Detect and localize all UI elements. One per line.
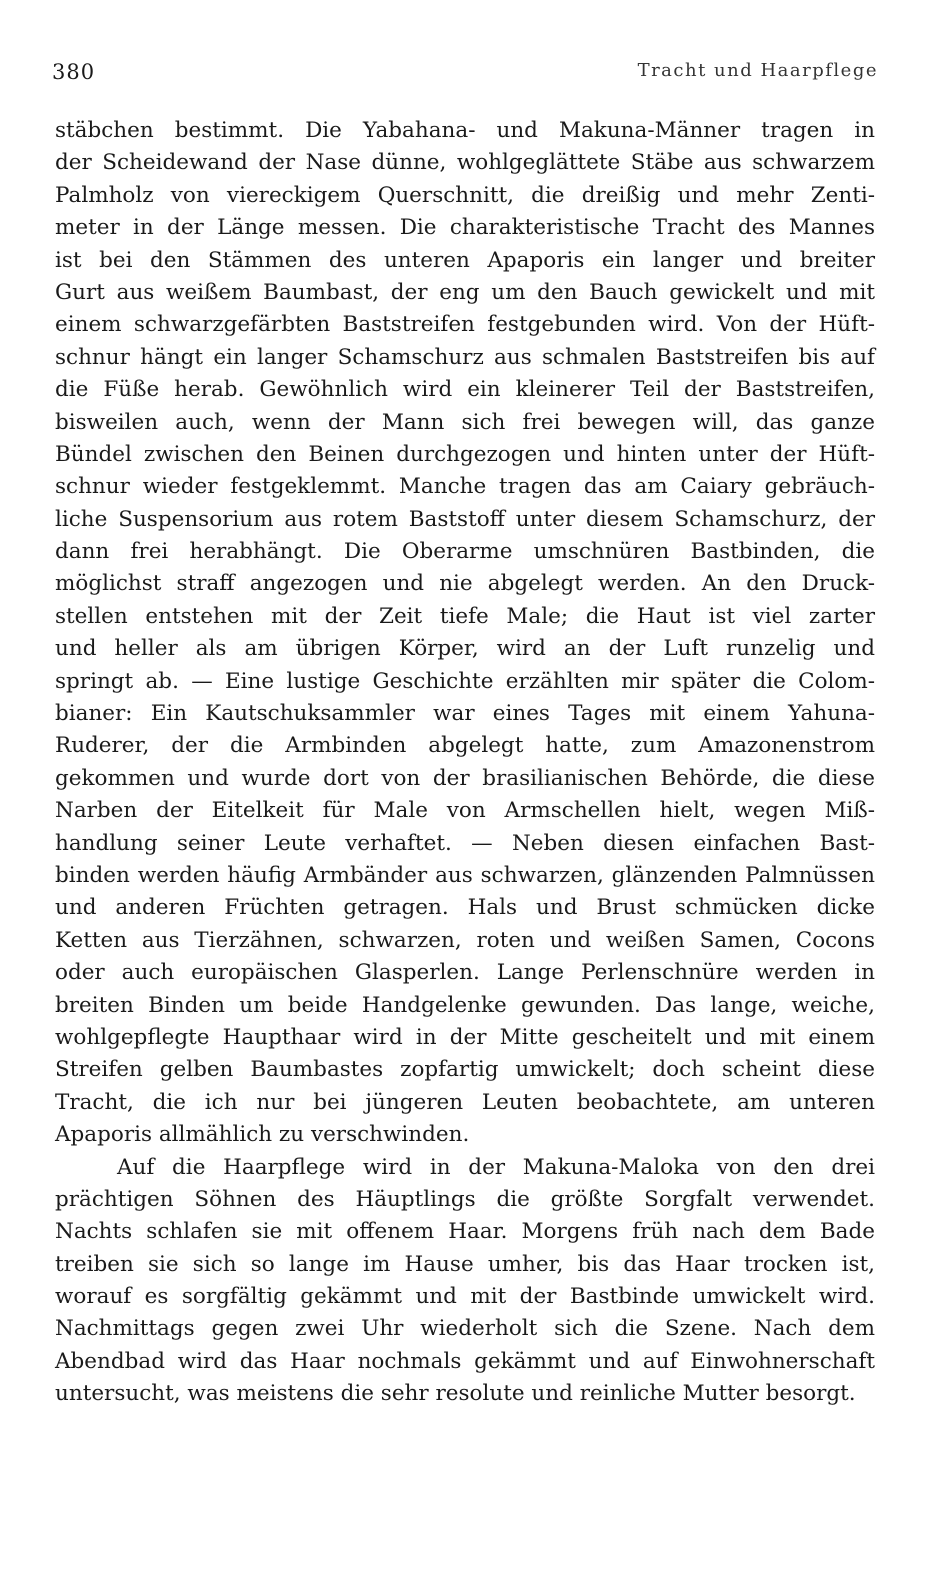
- text-line: worauf es sorgfältig gekämmt und mit der Bastbinde umwickelt wird.: [55, 1284, 875, 1310]
- text-line: und heller als am übrigen Körper, wird an der Luft runzelig und: [55, 636, 875, 662]
- text-line: Apaporis allmählich zu verschwinden.: [55, 1122, 470, 1148]
- page-number: 380: [52, 60, 96, 84]
- text-line: die Füße herab. Gewöhnlich wird ein kleinerer Teil der Baststreifen,: [55, 377, 875, 403]
- text-line: stellen entstehen mit der Zeit tiefe Male; die Haut ist viel zarter: [55, 603, 875, 629]
- text-line: ist bei den Stämmen des unteren Apaporis ein langer und breiter: [55, 247, 875, 273]
- text-line: schnur hängt ein langer Schamschurz aus schmalen Baststreifen bis auf: [55, 344, 875, 370]
- text-line: liche Suspensorium aus rotem Baststoff unter diesem Schamschurz, der: [55, 506, 875, 532]
- text-line: binden werden häufig Armbänder aus schwarzen, glänzenden Palmnüssen: [55, 862, 875, 888]
- text-line: und anderen Früchten getragen. Hals und Brust schmücken dicke: [55, 895, 875, 921]
- paragraph: [55, 1152, 875, 1411]
- text-line: Abendbad wird das Haar nochmals gekämmt und auf Einwohnerschaft: [55, 1348, 875, 1374]
- text-line: Palmholz von viereckigem Querschnitt, die dreißig und mehr Zenti-: [55, 182, 875, 208]
- text-line: Streifen gelben Baumbastes zopfartig umwickelt; doch scheint diese: [55, 1057, 875, 1083]
- text-line: Gurt aus weißem Baumbast, der eng um den Bauch gewickelt und mit: [55, 279, 875, 305]
- page-header: [52, 60, 878, 90]
- text-line: stäbchen bestimmt. Die Yabahana- und Makuna-Männer tragen in: [55, 118, 875, 143]
- text-line: möglichst straff angezogen und nie abgelegt werden. An den Druck-: [55, 571, 875, 597]
- paragraph: [55, 115, 875, 1152]
- text-line: breiten Binden um beide Handgelenke gewunden. Das lange, weiche,: [55, 992, 875, 1018]
- text-line: Ketten aus Tierzähnen, schwarzen, roten und weißen Samen, Cocons: [55, 927, 875, 953]
- text-line: dann frei herabhängt. Die Oberarme umschnüren Bastbinden, die: [55, 539, 875, 565]
- text-line: einem schwarzgefärbten Baststreifen festgebunden wird. Von der Hüft-: [55, 312, 875, 338]
- text-line: oder auch europäischen Glasperlen. Lange Perlenschnüre werden in: [55, 960, 875, 986]
- text-line: prächtigen Söhnen des Häuptlings die größte Sorgfalt verwendet.: [55, 1186, 875, 1212]
- text-line: Bündel zwischen den Beinen durchgezogen und hinten unter der Hüft-: [55, 441, 875, 467]
- text-line: bianer: Ein Kautschuksammler war eines Tages mit einem Yahuna-: [55, 701, 875, 727]
- text-line: Nachts schlafen sie mit offenem Haar. Morgens früh nach dem Bade: [55, 1219, 875, 1245]
- text-line: schnur wieder festgeklemmt. Manche tragen das am Caiary gebräuch-: [55, 474, 875, 500]
- text-line: Tracht, die ich nur bei jüngeren Leuten beobachtete, am unteren: [55, 1089, 875, 1115]
- running-title: Tracht und Haarpflege: [637, 60, 878, 81]
- body-text: [55, 115, 875, 1411]
- text-line: Auf die Haarpflege wird in der Makuna-Maloka von den drei: [117, 1154, 875, 1180]
- text-line: Narben der Eitelkeit für Male von Armschellen hielt, wegen Miß-: [55, 798, 875, 824]
- text-line: meter in der Länge messen. Die charakteristische Tracht des Mannes: [55, 215, 875, 241]
- text-line: Ruderer, der die Armbinden abgelegt hatte, zum Amazonenstrom: [55, 733, 875, 759]
- text-line: der Scheidewand der Nase dünne, wohlgeglättete Stäbe aus schwarzem: [55, 150, 875, 176]
- text-line: wohlgepflegte Haupthaar wird in der Mitte gescheitelt und mit einem: [55, 1024, 875, 1050]
- text-line: untersucht, was meistens die sehr resolute und reinliche Mutter besorgt.: [55, 1381, 856, 1407]
- text-line: Nachmittags gegen zwei Uhr wiederholt sich die Szene. Nach dem: [55, 1316, 875, 1342]
- text-line: gekommen und wurde dort von der brasilianischen Behörde, die diese: [55, 765, 875, 791]
- text-line: bisweilen auch, wenn der Mann sich frei bewegen will, das ganze: [55, 409, 875, 435]
- text-line: treiben sie sich so lange im Hause umher, bis das Haar trocken ist,: [55, 1251, 875, 1277]
- text-line: handlung seiner Leute verhaftet. — Neben diesen einfachen Bast-: [55, 830, 875, 856]
- text-line: springt ab. — Eine lustige Geschichte erzählten mir später die Colom-: [55, 668, 875, 694]
